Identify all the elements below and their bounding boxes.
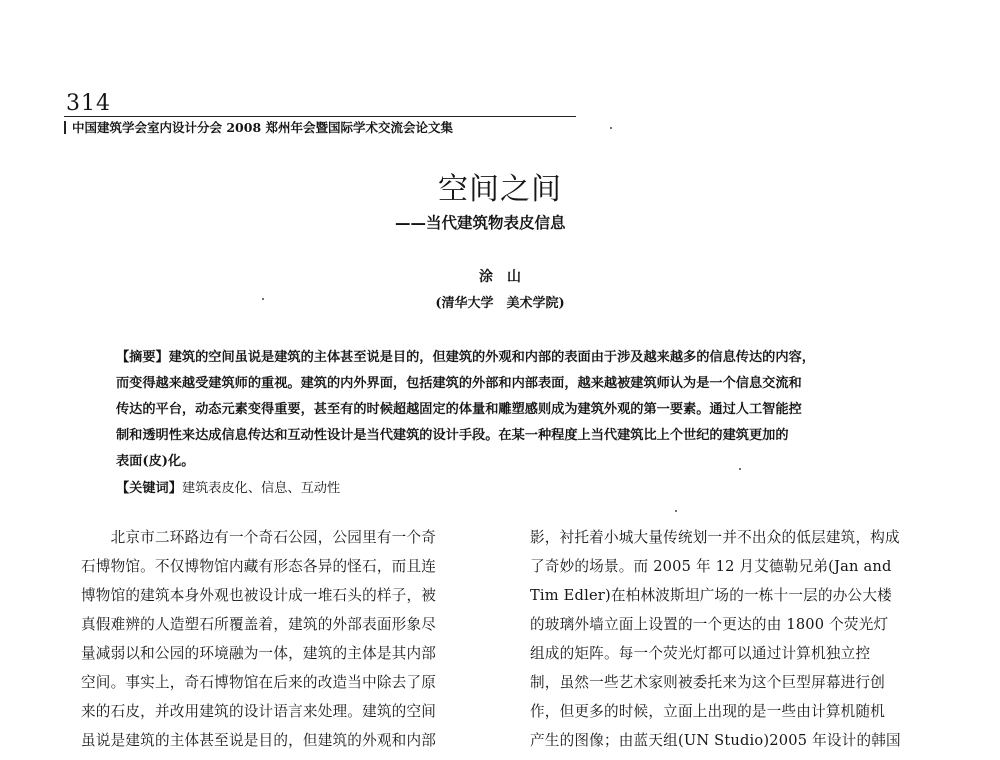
body-line: 了奇妙的场景。而 2005 年 12 月艾德勒兄弟(Jan and <box>530 558 892 575</box>
body-line: 的玻璃外墙立面上设置的一个更达的由 1800 个荧光灯 <box>530 616 889 633</box>
abstract-line: 制和透明性来达成信息传达和互动性设计是当代建筑的设计手段。在某一种程度上当代建筑比上个世纪的建筑更加的 <box>116 428 789 443</box>
abstract-text: 建筑的空间虽说是建筑的主体甚至说是目的，但建筑的外观和内部的表面由于涉及越来越多的信息传达的内容， <box>168 350 815 365</box>
body-line: 影，衬托着小城大量传统划一并不出众的低层建筑，构成 <box>530 529 900 546</box>
body-line: 北京市二环路边有一个奇石公园，公园里有一个奇 <box>81 529 437 546</box>
abstract-line: 而变得越来越受建筑师的重视。建筑的内外界面，包括建筑的外部和内部表面，越来越被建筑师认为是一个信息交流和 <box>116 376 802 391</box>
body-line: 石博物馆。不仅博物馆内藏有形态各异的怪石，而且连 <box>81 558 437 575</box>
body-line: Tim Edler)在柏林波斯坦广场的一栋十一层的办公大楼 <box>530 587 892 604</box>
author-affiliation: (清华大学 美术学院) <box>435 296 565 311</box>
body-line: 真假难辨的人造塑石所覆盖着，建筑的外部表面形象尽 <box>81 616 437 633</box>
keywords-label: 【关键词】 <box>116 481 182 496</box>
body-line: 来的石皮，并改用建筑的设计语言来处理。建筑的空间 <box>81 703 437 720</box>
scan-speck <box>739 468 741 470</box>
scan-speck <box>675 510 677 512</box>
running-header <box>64 116 576 136</box>
header-rule-mark <box>64 121 66 134</box>
body-line: 组成的矩阵。每一个荧光灯都可以通过计算机独立控 <box>530 645 871 662</box>
scan-speck <box>610 127 612 129</box>
body-line: 量减弱以和公园的环境融为一体，建筑的主体是其内部 <box>81 645 437 662</box>
paper-title: 空间之间 <box>438 172 562 207</box>
abstract-line: 传达的平台，动态元素变得重要，甚至有的时候超越固定的体量和雕塑感则成为建筑外观的第一要素。通过人工智能控 <box>116 402 802 417</box>
running-header-text: 中国建筑学会室内设计分会 2008 郑州年会暨国际学术交流会论文集 <box>72 120 453 135</box>
abstract-line: 表面(皮)化。 <box>116 454 195 469</box>
body-line: 博物馆的建筑本身外观也被设计成一堆石头的样子，被 <box>81 587 437 604</box>
body-line: 作，但更多的时候，立面上出现的是一些由计算机随机 <box>530 703 886 720</box>
body-line: 产生的图像；由蓝天组(UN Studio)2005 年设计的韩国 <box>530 732 901 749</box>
body-line: 虽说是建筑的主体甚至说是目的，但建筑的外观和内部 <box>81 732 437 749</box>
scan-speck <box>262 298 264 300</box>
paper-subtitle: ——当代建筑物表皮信息 <box>395 214 566 232</box>
body-line: 制，虽然一些艺术家则被委托来为这个巨型屏幕进行创 <box>530 674 886 691</box>
keywords-value: 建筑表皮化、信息、互动性 <box>181 481 341 496</box>
page-number: 314 <box>66 91 111 116</box>
abstract-label: 【摘要】 <box>116 350 169 365</box>
body-line: 空间。事实上，奇石博物馆在后来的改造当中除去了原 <box>81 674 437 691</box>
author-name: 涂 山 <box>479 269 521 285</box>
keywords <box>116 477 908 496</box>
abstract-line <box>116 346 908 365</box>
